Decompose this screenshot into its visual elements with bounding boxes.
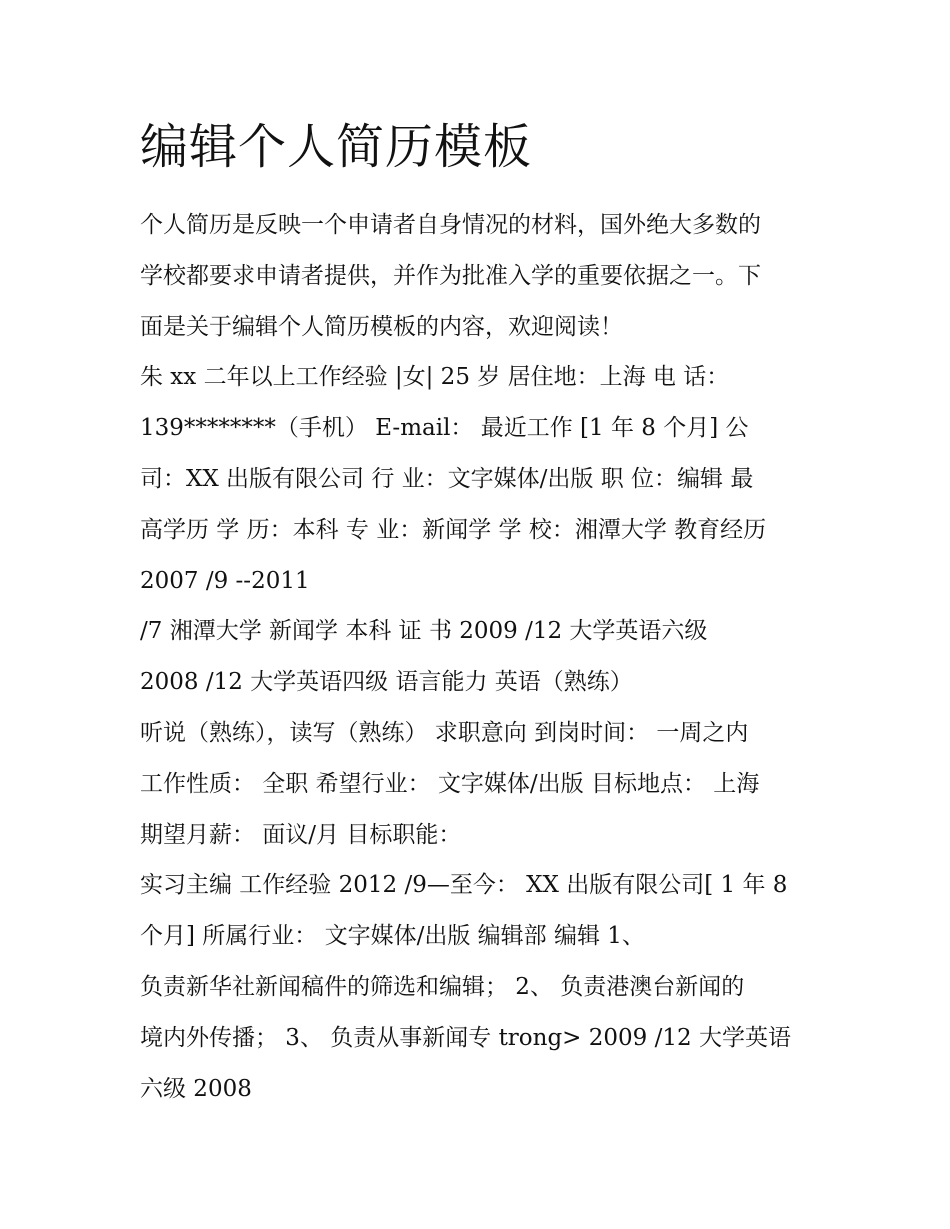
paragraph-line: 2007 /9 --2011 bbox=[140, 567, 310, 594]
paragraph-line: 实习主编 工作经验 2012 /9—至今： XX 出版有限公司[ 1 年 8 bbox=[140, 872, 788, 899]
paragraph-line: 听说（熟练），读写（熟练） 求职意向 到岗时间： 一周之内 bbox=[140, 719, 749, 746]
paragraph-line: 司：XX 出版有限公司 行 业：文字媒体/出版 职 位：编辑 最 bbox=[140, 465, 754, 492]
paragraph-line: 期望月薪： 面议/月 目标职能： bbox=[140, 821, 462, 848]
paragraph-line: 面是关于编辑个人简历模板的内容，欢迎阅读！ bbox=[140, 313, 623, 340]
page-title: 编辑个人简历模板 bbox=[140, 119, 533, 175]
paragraph-line: 个人简历是反映一个申请者自身情况的材料，国外绝大多数的 bbox=[140, 212, 761, 238]
body-text bbox=[140, 200, 812, 1114]
paragraph-line: /7 湘潭大学 新闻学 本科 证 书 2009 /12 大学英语六级 bbox=[140, 618, 708, 645]
paragraph-line: 高学历 学 历：本科 专 业：新闻学 学 校：湘潭大学 教育经历 bbox=[140, 516, 767, 543]
paragraph-line: 工作性质： 全职 希望行业： 文字媒体/出版 目标地点： 上海 bbox=[140, 770, 760, 797]
paragraph-line: 139********（手机） E-mail： 最近工作 [1 年 8 个月] 公 bbox=[140, 415, 749, 442]
paragraph-line: 个月] 所属行业： 文字媒体/出版 编辑部 编辑 1、 bbox=[140, 923, 645, 950]
paragraph-line: 境内外传播； 3、 负责从事新闻专 trong> 2009 /12 大学英语 bbox=[140, 1024, 791, 1051]
paragraph-line: 2008 /12 大学英语四级 语言能力 英语（熟练） bbox=[140, 669, 633, 696]
paragraph-line: 负责新华社新闻稿件的筛选和编辑； 2、 负责港澳台新闻的 bbox=[140, 973, 745, 1000]
paragraph-line: 朱 xx 二年以上工作经验 |女| 25 岁 居住地：上海 电 话： bbox=[140, 364, 730, 391]
paragraph-line: 学校都要求申请者提供，并作为批准入学的重要依据之一。下 bbox=[140, 262, 761, 289]
paragraph-line: 六级 2008 bbox=[140, 1075, 252, 1102]
